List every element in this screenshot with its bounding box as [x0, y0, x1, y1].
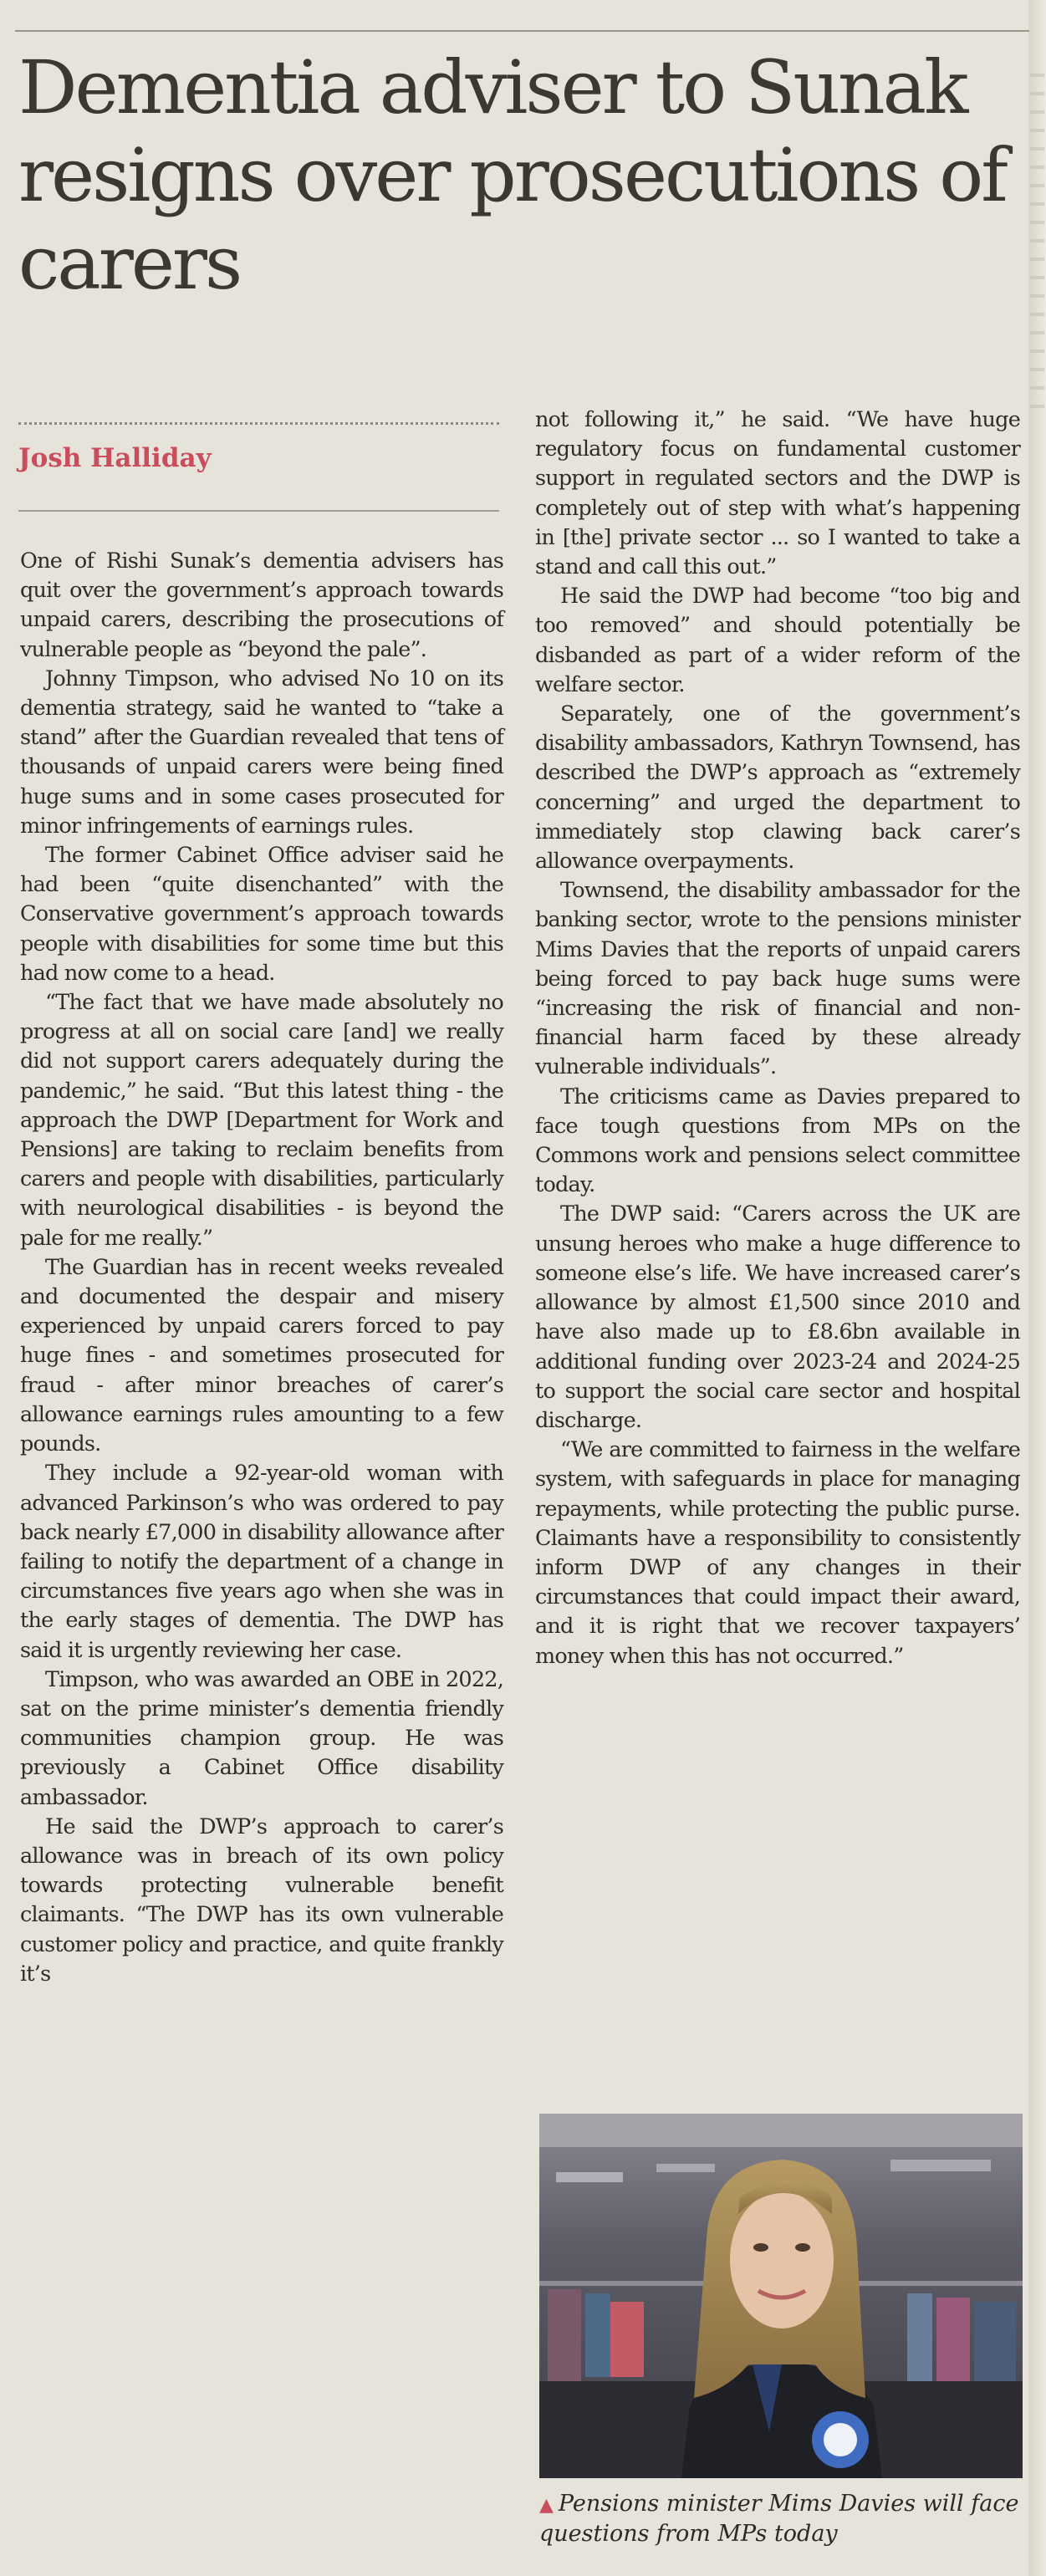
paragraph: not following it,” he said. “We have huge regulatory focus on fundamental customer support in regulated sectors and the DWP is completely out of step with what’s happening in [the] private sector ... so I wanted to take a stand and call this out.” [535, 407, 1020, 580]
paragraph: “The fact that we have made absolutely no progress at all on social care [and] we really did not support carers adequately during the pandemic,” he said. “But this latest thing - the approach the DWP [Department for Work and Pensions] are taking to reclaim benefits from carers and people with disabilities, particularly with neurological disabilities - is beyond the pale for me really.” [20, 990, 503, 1251]
paragraph: They include a 92-year-old woman with advanced Parkinson’s who was ordered to pay back nearly £7,000 in disability allowance after failing to notify the department of a change in circumstances five years ago when she was in the early stages of dementia. The DWP has said it is urgently reviewing her case. [20, 1461, 503, 1663]
adjacent-page-edge [1028, 0, 1046, 2576]
headline: Dementia adviser to Sunak resigns over prosecutions of carers [18, 44, 1006, 306]
photo-caption [539, 2490, 1024, 2548]
caption-triangle-icon: ▲ [539, 2495, 554, 2516]
paragraph: Johnny Timpson, who advised No 10 on its dementia strategy, said he wanted to “take a stand” after the Guardian revealed that tens of thousands of unpaid carers were being fined huge sums and in some cases prosecuted for minor infringements of earnings rules. [20, 666, 503, 839]
paragraph: Townsend, the disability ambassador for the banking sector, wrote to the pensions minister Mims Davies that the reports of unpaid carers being forced to pay back huge sums were “increasing the risk of financial and non-financial harm faced by these already vulnerable individuals”. [535, 878, 1020, 1080]
photo-mims-davies [539, 2114, 1023, 2478]
paragraph: The Guardian has in recent weeks revealed and documented the despair and misery experienced by unpaid carers forced to pay huge fines - and sometimes prosecuted for fraud - after minor breaches of carer’s allowance earnings rules amounting to a few pounds. [20, 1254, 503, 1457]
left-column [20, 547, 503, 1989]
paragraph: The DWP said: “Carers across the UK are unsung heroes who make a huge difference to someone else’s life. We have increased carer’s allowance by almost £1,500 since 2010 and have also made up to £8.6bn available in additional funding over 2023-24 and 2024-25 to support the social care sector and hospital discharge. [535, 1201, 1020, 1433]
paragraph: “We are committed to fairness in the welfare system, with safeguards in place for managing repayments, while protecting the public purse. Claimants have a responsibility to consistently inform DWP of any changes in their circumstances that could impact their award, and it is right that we recover taxpayers’ money when this has not occurred.” [535, 1437, 1020, 1669]
paragraph: He said the DWP had become “too big and too removed” and should potentially be disbanded as part of a wider reform of the welfare sector. [535, 584, 1020, 697]
column-divider [18, 510, 499, 512]
paragraph: Timpson, who was awarded an OBE in 2022, sat on the prime minister’s dementia friendly communities champion group. He was previously a Cabinet Office disability ambassador. [20, 1666, 503, 1810]
paragraph: The criticisms came as Davies prepared to face tough questions from MPs on the Commons work and pensions select committee today. [535, 1084, 1020, 1198]
caption-text: Pensions minister Mims Davies will face questions from MPs today [539, 2491, 1019, 2547]
paragraph: The former Cabinet Office adviser said he had been “quite disenchanted” with the Conservative government’s approach towards people with disabilities for some time but this had now come to a head. [20, 843, 503, 986]
byline-divider [18, 422, 499, 425]
portrait-illustration [539, 2114, 1023, 2478]
paragraph: Separately, one of the government’s disability ambassadors, Kathryn Townsend, has described the DWP’s approach as “extremely concerning” and urged the department to immediately stop clawing back carer’s allowance overpayments. [535, 701, 1020, 875]
right-column [535, 406, 1020, 1671]
top-rule [15, 30, 1029, 32]
paragraph: One of Rishi Sunak’s dementia advisers has quit over the government’s approach towards unpaid carers, describing the prosecutions of vulnerable people as “beyond the pale”. [20, 548, 503, 662]
paragraph: He said the DWP’s approach to carer’s allowance was in breach of its own policy towards protecting vulnerable benefit claimants. “The DWP has its own vulnerable customer policy and practice, and quite frankly it’s [20, 1813, 503, 1987]
byline: Josh Halliday [18, 443, 212, 473]
